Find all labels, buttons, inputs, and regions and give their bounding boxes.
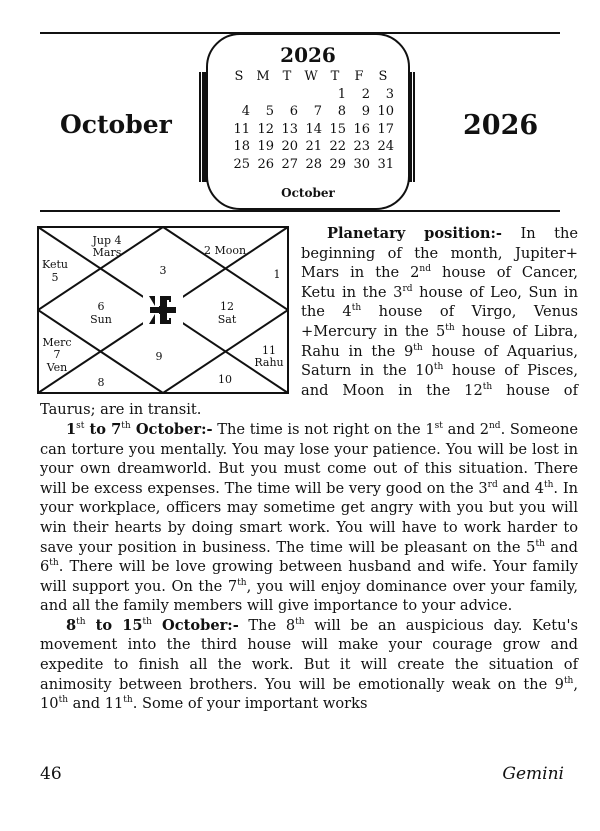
calendar-day: 4 xyxy=(241,104,250,119)
house-11-planets: Rahu xyxy=(254,356,284,369)
paragraph-text: will be an auspicious day. Ketu's movement into the third house will make your courage grow and expedite to finish all the work. But it will create the situation of animosity between brothers. You will be emotionally weak on the 9 xyxy=(40,616,579,693)
ordinal-suffix: th xyxy=(482,381,493,392)
house-3-label: 3 xyxy=(159,264,167,277)
paragraph-text: and 4 xyxy=(497,479,544,497)
calendar-day: 1 xyxy=(337,86,346,102)
calendar-day: 8 xyxy=(337,104,346,119)
ordinal-suffix: th xyxy=(295,617,305,628)
header-bottom-rule xyxy=(40,210,560,212)
calendar-day: 28 xyxy=(305,156,322,172)
paragraph-text: and 2 xyxy=(442,420,490,438)
house-7-planets-2: Ven xyxy=(46,361,68,374)
calendar-day: 13 xyxy=(281,121,298,137)
calendar-day: 26 xyxy=(257,156,274,172)
paragraph-text: , 10 xyxy=(40,675,578,713)
weekday-header: S xyxy=(378,69,388,84)
calendar-day: 29 xyxy=(329,156,346,172)
house-7-label: 7 xyxy=(53,348,61,361)
section-heading: 8 xyxy=(66,616,77,634)
paragraph-text: , you will enjoy dominance over your family, and all the family members will give importance to your advice. xyxy=(40,577,578,615)
calendar-day: 17 xyxy=(377,121,394,137)
paragraph-text: In the beginning of the month, Jupiter+ Mars in the 2 xyxy=(301,225,579,282)
house-4-label: Jup 4 xyxy=(92,234,122,247)
paragraph-text: house of Libra, Rahu in the 9 xyxy=(301,322,578,360)
ordinal-suffix: th xyxy=(433,362,444,373)
paragraph-text: . In your workplace, officers may sometime get angry with you but you will win their hearts by doing smart work. You will have to work harder to save your position in business. The time will be pleasant on the 5 xyxy=(40,479,578,556)
paragraph-text: and 11 xyxy=(68,695,124,713)
paragraph-text: and 6 xyxy=(40,538,578,576)
paragraph-text: house of Taurus; are in transit. xyxy=(40,381,578,419)
page-number: 46 xyxy=(40,764,62,784)
calendar-day: 30 xyxy=(353,156,370,172)
calendar-day: 5 xyxy=(265,104,274,119)
calendar-day: 24 xyxy=(377,139,394,154)
calendar-day: 2 xyxy=(361,86,370,102)
ordinal-suffix: nd xyxy=(419,264,431,275)
ordinal-suffix: th xyxy=(123,695,133,706)
ordinal-suffix: th xyxy=(237,577,247,588)
ordinal-suffix: th xyxy=(413,342,423,353)
calendar-day: 15 xyxy=(329,121,346,137)
calendar-day: 10 xyxy=(377,104,394,119)
ordinal-suffix: rd xyxy=(487,479,498,490)
weekday-header: F xyxy=(354,69,364,84)
month-title: October xyxy=(60,110,172,139)
house-5-label: 5 xyxy=(51,271,59,284)
calendar-day xyxy=(276,86,300,104)
section-heading: 1 xyxy=(66,420,77,438)
ordinal-suffix: rd xyxy=(402,283,413,294)
ordinal-suffix: th xyxy=(121,421,131,432)
paragraph-text: . There will be love growing between husband and wife. Your family will support you. On the 7 xyxy=(40,558,578,595)
paragraph-text: house of Pisces, and Moon in the 12 xyxy=(301,362,579,399)
ordinal-suffix: th xyxy=(49,558,59,569)
house-5-planets: Ketu xyxy=(42,258,68,271)
calendar-day: 31 xyxy=(377,156,394,172)
section-heading: October:- xyxy=(151,616,239,634)
calendar-day: 7 xyxy=(313,104,322,119)
calendar-day: 27 xyxy=(281,156,298,172)
house-1-label: 1 xyxy=(273,268,281,281)
paragraph-text: house of Leo, Sun in the 4 xyxy=(301,283,578,321)
paragraph-text: . Someone can torture you mentally. You may lose your patience. You will be lost in your own dreamworld. But you must come out of this situation. There will be excess expenses. The time will be very good on the 3 xyxy=(40,420,578,497)
paragraph-text: The 8 xyxy=(238,616,296,634)
section-heading: October:- xyxy=(130,420,213,438)
calendar-day: 9 xyxy=(361,104,370,119)
ordinal-suffix: th xyxy=(544,479,554,490)
house-6-label: 6 xyxy=(97,300,105,313)
house-4-planets: Mars xyxy=(92,246,122,259)
year-title: 2026 xyxy=(463,110,539,141)
house-6-planets: Sun xyxy=(90,313,112,326)
calendar-year: 2026 xyxy=(280,43,336,67)
weekday-header: T xyxy=(330,69,340,84)
ordinal-suffix: th xyxy=(351,303,362,314)
house-7-planets: Merc xyxy=(42,336,72,349)
ordinal-suffix: st xyxy=(434,421,443,432)
paragraph xyxy=(40,616,578,714)
calendar-month: October xyxy=(281,186,335,200)
ordinal-suffix: th xyxy=(58,695,68,706)
horoscope-chart xyxy=(37,226,289,394)
house-2-label: 2 Moon xyxy=(203,244,247,257)
section-heading: to 15 xyxy=(85,616,143,634)
ordinal-suffix: th xyxy=(563,675,574,686)
book-title: Gemini xyxy=(502,764,564,784)
calendar-day: 25 xyxy=(233,156,250,172)
paragraph-text: house of Virgo, Venus +Mercury in the 5 xyxy=(301,303,578,340)
house-12-planets: Sat xyxy=(217,313,237,326)
calendar-day: 23 xyxy=(353,139,370,154)
calendar-day: 18 xyxy=(233,139,250,154)
house-10-label: 10 xyxy=(218,373,232,386)
calendar-day: 12 xyxy=(257,121,274,137)
ordinal-suffix: th xyxy=(535,538,545,549)
calendar-day: 22 xyxy=(329,139,346,154)
weekday-header: M xyxy=(256,69,270,84)
ordinal-suffix: nd xyxy=(489,421,501,432)
paragraph-text: . Some of your important works xyxy=(132,695,368,713)
ordinal-suffix: st xyxy=(76,421,85,432)
calendar-grid xyxy=(228,68,396,173)
calendar-day: 19 xyxy=(257,139,274,154)
body-text xyxy=(40,224,578,714)
section-heading: Planetary position:- xyxy=(327,225,502,242)
section-heading: to 7 xyxy=(84,420,122,438)
paragraph xyxy=(40,420,578,616)
calendar-day: 3 xyxy=(385,86,394,102)
ordinal-suffix: th xyxy=(142,617,152,628)
calendar-day: 16 xyxy=(353,121,370,137)
house-12-label: 12 xyxy=(220,300,234,313)
house-9-label: 9 xyxy=(155,350,163,363)
house-8-label: 8 xyxy=(97,376,105,389)
calendar-day xyxy=(300,86,324,104)
paragraph-text: The time is not right on the 1 xyxy=(212,420,435,438)
house-11-label: 11 xyxy=(262,344,276,357)
mini-calendar xyxy=(206,33,410,210)
weekday-header: W xyxy=(304,69,318,84)
calendar-day: 14 xyxy=(305,121,322,137)
calendar-day: 11 xyxy=(233,121,250,137)
calendar-day: 21 xyxy=(305,139,322,154)
weekday-header: T xyxy=(282,69,292,84)
calendar-day xyxy=(228,86,252,104)
paragraph-text: house of Aquarius, Saturn in the 10 xyxy=(301,342,578,380)
calendar-day: 6 xyxy=(289,104,298,119)
calendar-day xyxy=(252,86,276,104)
weekday-header: S xyxy=(234,69,244,84)
paragraph-text: house of Cancer, Ketu in the 3 xyxy=(301,264,578,301)
calendar-day: 20 xyxy=(281,139,298,154)
ordinal-suffix: th xyxy=(445,323,455,334)
ordinal-suffix: th xyxy=(76,617,86,628)
